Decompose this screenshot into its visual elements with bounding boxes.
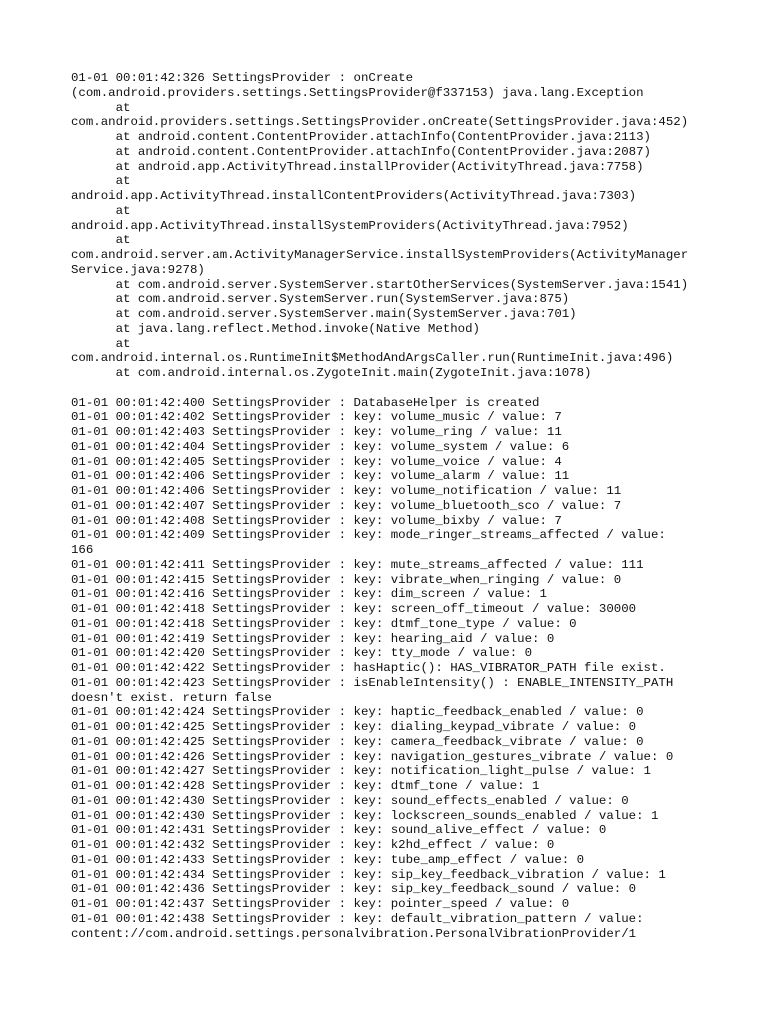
log-line: at	[71, 203, 131, 218]
log-line: 01-01 00:01:42:422 SettingsProvider : hasHaptic(): HAS_VIBRATOR_PATH file exist.	[71, 661, 666, 675]
log-line: at com.android.server.SystemServer.startOtherServices(SystemServer.java:1541)	[71, 277, 689, 292]
log-line: 01-01 00:01:42:406 SettingsProvider : key: volume_notification / value: 11	[71, 484, 622, 498]
log-line: at	[71, 233, 131, 248]
log-line: 01-01 00:01:42:407 SettingsProvider : key: volume_bluetooth_sco / value: 7	[71, 498, 622, 513]
log-line: at java.lang.reflect.Method.invoke(Native Method)	[71, 321, 480, 336]
log-line: 01-01 00:01:42:423 SettingsProvider : isEnableIntensity() : ENABLE_INTENSITY_PATH	[71, 675, 674, 690]
log-line: 01-01 00:01:42:434 SettingsProvider : key: sip_key_feedback_vibration / value: 1	[71, 867, 666, 882]
log-line: 01-01 00:01:42:400 SettingsProvider : DatabaseHelper is created	[71, 395, 540, 410]
log-line: 01-01 00:01:42:427 SettingsProvider : key: notification_light_pulse / value: 1	[71, 764, 651, 779]
log-line: 01-01 00:01:42:425 SettingsProvider : key: camera_feedback_vibrate / value: 0	[71, 734, 644, 749]
log-line: 01-01 00:01:42:406 SettingsProvider : key: volume_alarm / value: 11	[71, 469, 570, 484]
log-line: 01-01 00:01:42:403 SettingsProvider : key: volume_ring / value: 11	[71, 425, 562, 439]
log-document	[71, 71, 731, 941]
log-line: 01-01 00:01:42:436 SettingsProvider : key: sip_key_feedback_sound / value: 0	[71, 882, 637, 897]
log-line: Service.java:9278)	[71, 262, 205, 277]
log-line: com.android.internal.os.RuntimeInit$MethodAndArgsCaller.run(RuntimeInit.java:496)	[71, 351, 674, 366]
log-line: android.app.ActivityThread.installSystemProviders(ActivityThread.java:7952)	[71, 218, 629, 233]
log-line: 01-01 00:01:42:424 SettingsProvider : key: haptic_feedback_enabled / value: 0	[71, 705, 644, 720]
log-line: android.app.ActivityThread.installContentProviders(ActivityThread.java:7303)	[71, 189, 637, 203]
log-line: 01-01 00:01:42:437 SettingsProvider : key: pointer_speed / value: 0	[71, 897, 570, 911]
log-line: at android.app.ActivityThread.installProvider(ActivityThread.java:7758)	[71, 159, 644, 174]
log-line: 01-01 00:01:42:433 SettingsProvider : key: tube_amp_effect / value: 0	[71, 852, 585, 867]
log-line: 01-01 00:01:42:405 SettingsProvider : key: volume_voice / value: 4	[71, 454, 562, 469]
log-line: 01-01 00:01:42:411 SettingsProvider : key: mute_streams_affected / value: 111	[71, 557, 644, 572]
log-line: 01-01 00:01:42:431 SettingsProvider : key: sound_alive_effect / value: 0	[71, 823, 607, 838]
log-line: 01-01 00:01:42:404 SettingsProvider : key: volume_system / value: 6	[71, 439, 570, 454]
log-line: at	[71, 100, 131, 115]
log-line: 01-01 00:01:42:426 SettingsProvider : key: navigation_gestures_vibrate / value: 0	[71, 749, 674, 764]
log-line: 01-01 00:01:42:415 SettingsProvider : key: vibrate_when_ringing / value: 0	[71, 572, 622, 587]
log-line: 01-01 00:01:42:416 SettingsProvider : key: dim_screen / value: 1	[71, 587, 547, 602]
log-line: 01-01 00:01:42:425 SettingsProvider : key: dialing_keypad_vibrate / value: 0	[71, 720, 637, 734]
log-line: (com.android.providers.settings.SettingsProvider@f337153) java.lang.Exception	[71, 85, 644, 100]
settings-log	[71, 396, 731, 942]
paragraph-gap	[71, 381, 731, 396]
log-line: 01-01 00:01:42:418 SettingsProvider : key: screen_off_timeout / value: 30000	[71, 602, 637, 616]
log-line: 01-01 00:01:42:418 SettingsProvider : key: dtmf_tone_type / value: 0	[71, 616, 577, 631]
log-line: 01-01 00:01:42:402 SettingsProvider : key: volume_music / value: 7	[71, 410, 562, 425]
log-line: com.android.server.am.ActivityManagerService.installSystemProviders(ActivityManager	[71, 248, 689, 262]
log-line: 01-01 00:01:42:408 SettingsProvider : key: volume_bixby / value: 7	[71, 513, 562, 528]
log-line: 01-01 00:01:42:419 SettingsProvider : key: hearing_aid / value: 0	[71, 631, 555, 646]
log-line: at android.content.ContentProvider.attachInfo(ContentProvider.java:2113)	[71, 130, 651, 144]
log-line: at com.android.internal.os.ZygoteInit.main(ZygoteInit.java:1078)	[71, 366, 592, 380]
log-line: content://com.android.settings.personalvibration.PersonalVibrationProvider/1	[71, 926, 637, 941]
log-line: 01-01 00:01:42:409 SettingsProvider : key: mode_ringer_streams_affected / value:	[71, 528, 666, 543]
log-line: 01-01 00:01:42:430 SettingsProvider : key: sound_effects_enabled / value: 0	[71, 793, 629, 808]
log-line: at com.android.server.SystemServer.main(SystemServer.java:701)	[71, 307, 577, 321]
log-line: at android.content.ContentProvider.attachInfo(ContentProvider.java:2087)	[71, 144, 651, 159]
log-line: 01-01 00:01:42:326 SettingsProvider : onCreate	[71, 71, 414, 85]
log-line: at com.android.server.SystemServer.run(SystemServer.java:875)	[71, 292, 570, 307]
log-line: doesn't exist. return false	[71, 690, 272, 705]
log-line: at	[71, 174, 131, 189]
log-line: 01-01 00:01:42:438 SettingsProvider : key: default_vibration_pattern / value:	[71, 911, 644, 926]
log-line: 166	[71, 543, 94, 557]
log-line: 01-01 00:01:42:420 SettingsProvider : key: tty_mode / value: 0	[71, 646, 533, 661]
log-line: 01-01 00:01:42:428 SettingsProvider : key: dtmf_tone / value: 1	[71, 779, 540, 793]
exception-stack-trace	[71, 71, 731, 381]
log-line: 01-01 00:01:42:430 SettingsProvider : key: lockscreen_sounds_enabled / value: 1	[71, 808, 659, 823]
log-line: at	[71, 336, 131, 351]
log-line: 01-01 00:01:42:432 SettingsProvider : key: k2hd_effect / value: 0	[71, 838, 555, 852]
log-line: com.android.providers.settings.SettingsProvider.onCreate(SettingsProvider.java:452)	[71, 115, 689, 130]
